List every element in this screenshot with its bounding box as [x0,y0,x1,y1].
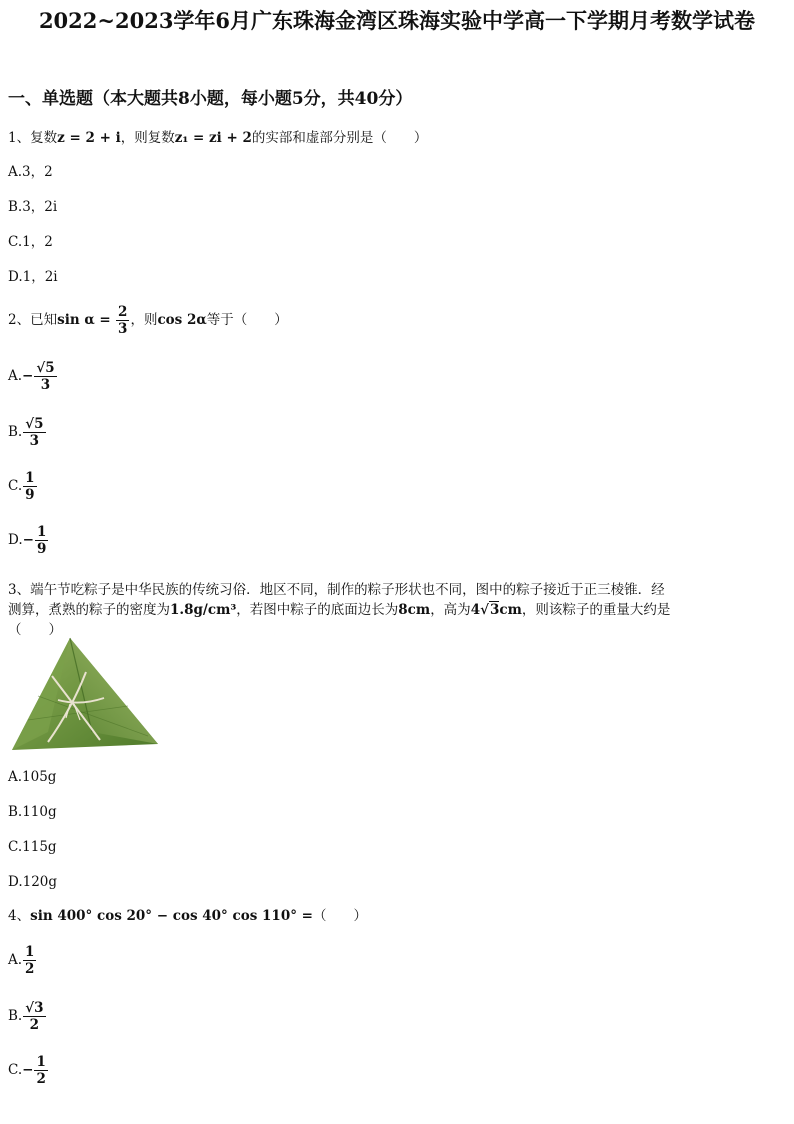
q4-a-frac [23,944,36,977]
q2-c-num: 1 [25,470,35,486]
q2-d-label: D. [8,532,23,548]
q1-option-d: D.1，2i [8,269,58,285]
q3-line1: 3、端午节吃粽子是中华民族的传统习俗．地区不同，制作的粽子形状也不同，图中的粽子接近于正三棱锥．经 [8,582,665,598]
zongzi-image [8,636,160,752]
q3-h-coef: 4 [470,602,481,618]
q1-suffix: 的实部和虚部分别是（ ） [251,130,428,146]
q2-d-num: 1 [36,524,47,540]
q3-line2c: ，高为 [430,602,471,618]
q3-option-b: B.110g [8,804,57,820]
q3-option-a: A.105g [8,769,57,785]
q3-line3: （ ） [8,622,62,638]
q2-option-c [8,470,38,503]
q4-c-num: 1 [36,1054,46,1070]
q3-line2b: ，若图中粽子的底面边长为 [236,602,399,618]
q2-a-num: √5 [36,360,55,376]
q3-option-c: C.115g [8,839,57,855]
q4-c-den: 2 [36,1071,46,1087]
q2-den: 3 [118,321,128,337]
q2-a-frac [34,360,56,393]
q4-prefix: 4、 [8,908,31,924]
q3-density: 1.8g/cm³ [170,602,237,618]
q2-mid: ，则 [130,312,158,328]
q4-option-a [8,944,37,977]
q1-option-a: A.3，2 [8,164,53,180]
q4-a-label: A. [8,952,23,968]
q2-c-den: 9 [25,487,35,503]
q4-a-num: 1 [25,944,35,960]
q2-a-label: A. [8,368,23,384]
q3-h-rad: 3 [489,602,500,618]
q3-height [471,601,522,618]
q3-side: 8cm [398,602,431,618]
q2-a-sign: − [22,368,34,384]
q3-option-d: D.120g [8,874,58,890]
q4-suffix: （ ） [312,908,367,924]
q2-option-a [8,360,58,393]
q4-b-label: B. [8,1008,23,1024]
q4-c-sign: − [22,1062,34,1078]
q3-line2a: 测算，煮熟的粽子的密度为 [8,602,170,618]
q2-option-b [8,416,47,449]
q1-expr1: z = 2 + i [57,130,121,146]
q4-expr: sin 400° cos 20° − cos 40° cos 110° = [30,908,313,924]
q2-a-den: 3 [40,377,51,393]
q3-line2d: ，则该粽子的重量大约是 [521,602,671,618]
q2-prefix: 2、已知 [8,312,58,328]
q2-b-frac [23,416,45,449]
q2-sin: sin α = [57,312,111,328]
q4-c-frac [34,1054,47,1087]
q2-c-label: C. [8,478,23,494]
q2-expr: cos 2α [157,312,207,328]
sqrt-symbol: √3 [480,602,500,618]
q1-option-c: C.1，2 [8,234,53,250]
q2-b-label: B. [8,424,23,440]
q2-d-sign: − [22,532,34,548]
q3-h-unit: cm [499,602,522,618]
q2-b-num: √5 [25,416,44,432]
q1-prefix: 1、复数 [8,130,58,146]
question-1 [8,128,784,148]
q2-option-d [8,524,49,557]
q3-line2 [8,600,784,620]
q1-mid: ，则复数 [120,130,175,146]
q2-d-frac [35,524,48,557]
q2-c-frac [23,470,36,503]
q2-b-den: 3 [29,433,40,449]
question-2 [8,304,784,337]
q4-option-b [8,1000,47,1033]
q4-b-num: √3 [25,1000,44,1016]
q2-suffix: 等于（ ） [206,312,288,328]
q4-b-den: 2 [29,1017,40,1033]
q4-c-label: C. [8,1062,23,1078]
q2-num: 2 [118,304,128,320]
question-3 [8,580,784,640]
q2-fraction [116,304,129,337]
q1-expr2: z₁ = zi + 2 [174,130,252,146]
q2-d-den: 9 [36,541,47,557]
q4-option-c [8,1054,49,1087]
q4-b-frac [23,1000,45,1033]
q4-a-den: 2 [25,961,35,977]
page-title: 2022~2023学年6月广东珠海金湾区珠海实验中学高一下学期月考数学试卷 [38,8,756,33]
question-4 [8,906,784,926]
section-heading: 一、单选题（本大题共8小题，每小题5分，共40分） [8,89,413,109]
q1-option-b: B.3，2i [8,199,58,215]
